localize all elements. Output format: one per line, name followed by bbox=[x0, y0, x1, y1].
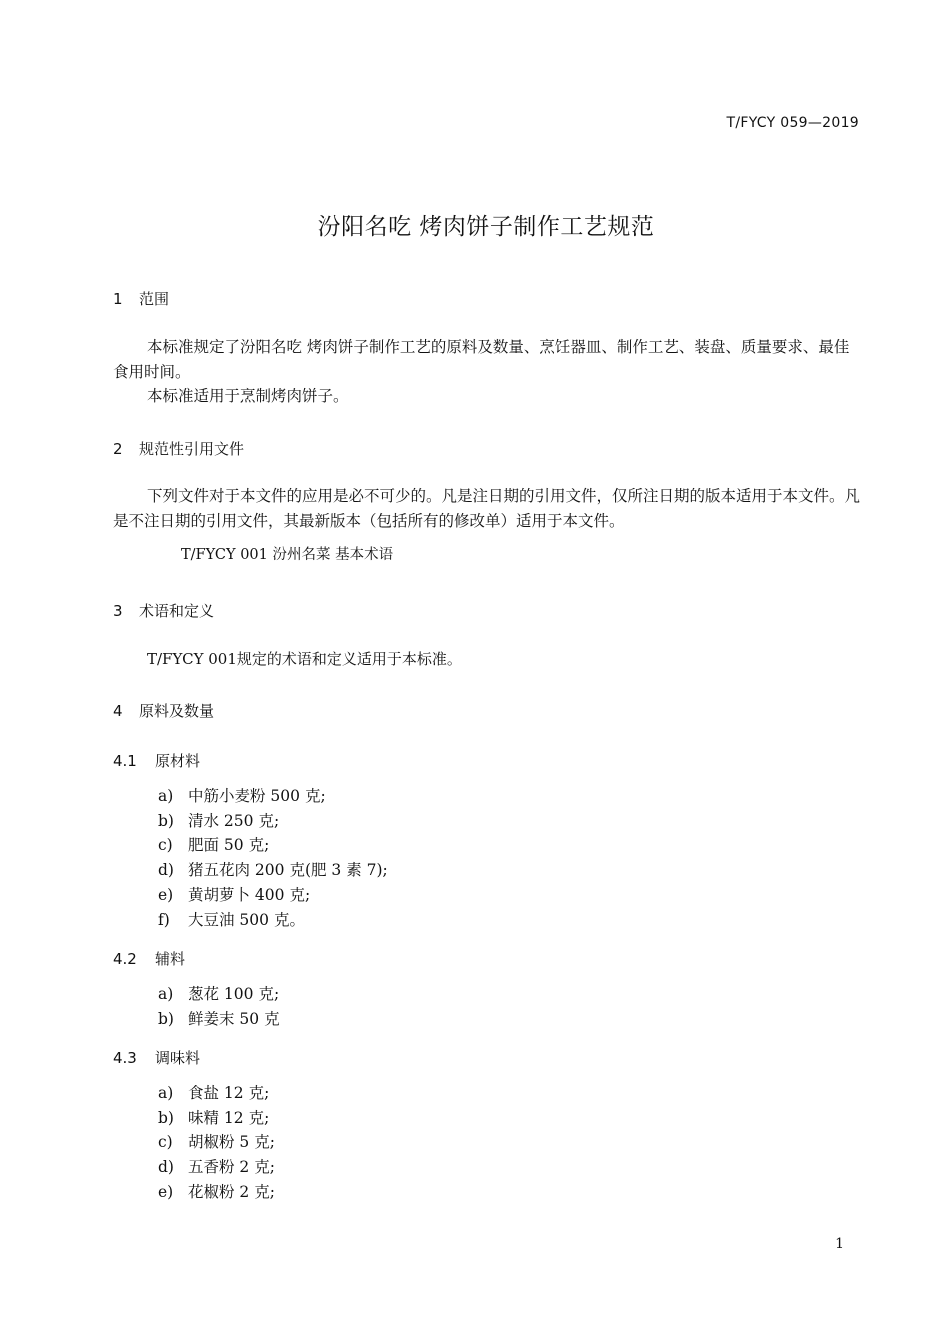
section-heading-terms bbox=[113, 600, 214, 621]
list-item bbox=[158, 982, 280, 1007]
list-item-text: 味精 12 克; bbox=[188, 1108, 270, 1127]
list-item-marker: d) bbox=[158, 861, 174, 880]
list-item bbox=[158, 784, 388, 809]
section-heading-scope bbox=[113, 288, 169, 309]
section-heading-normative bbox=[113, 438, 244, 459]
list-item bbox=[158, 1130, 275, 1155]
list-item bbox=[158, 908, 388, 933]
list-item-marker: b) bbox=[158, 811, 174, 830]
scope-paragraph: 本标准规定了汾阳名吃 烤肉饼子制作工艺的原料及数量、烹饪器皿、制作工艺、装盘、质量要求、最佳食用时间。 bbox=[113, 338, 850, 381]
section-number: 4 bbox=[113, 702, 123, 720]
section-title: 规范性引用文件 bbox=[139, 440, 245, 458]
list-item-marker: c) bbox=[158, 836, 173, 855]
list-item-text: 清水 250 克; bbox=[188, 811, 280, 830]
section-number: 1 bbox=[113, 290, 123, 308]
subsection-title: 辅料 bbox=[155, 950, 186, 968]
subsection-heading-auxiliary bbox=[113, 948, 185, 969]
list-item bbox=[158, 858, 388, 883]
list-item bbox=[158, 833, 388, 858]
list-item-text: 鲜姜末 50 克 bbox=[188, 1009, 280, 1028]
list-item-marker: c) bbox=[158, 1133, 173, 1152]
list-item-text: 猪五花肉 200 克(肥 3 素 7); bbox=[188, 861, 388, 880]
list-item-text: 葱花 100 克; bbox=[188, 985, 280, 1003]
subsection-heading-main-materials bbox=[113, 750, 200, 771]
section-title: 范围 bbox=[139, 290, 170, 308]
list-item bbox=[158, 1106, 275, 1131]
list-item-marker: a) bbox=[158, 1084, 174, 1102]
section-title: 原料及数量 bbox=[139, 702, 215, 720]
list-item bbox=[158, 883, 388, 908]
list-item-text: 胡椒粉 5 克; bbox=[188, 1133, 275, 1152]
section-number: 2 bbox=[113, 440, 123, 458]
terms-paragraph: T/FYCY 001规定的术语和定义适用于本标准。 bbox=[147, 650, 462, 668]
list-item-text: 大豆油 500 克。 bbox=[188, 910, 305, 929]
seasoning-list bbox=[158, 1081, 275, 1205]
list-item-text: 食盐 12 克; bbox=[188, 1084, 270, 1102]
list-item-marker: b) bbox=[158, 1009, 174, 1028]
list-item bbox=[158, 809, 388, 834]
section-heading-materials bbox=[113, 700, 214, 721]
scope-applicability: 本标准适用于烹制烤肉饼子。 bbox=[147, 387, 349, 405]
subsection-title: 原材料 bbox=[155, 752, 201, 770]
section-title: 术语和定义 bbox=[139, 602, 215, 620]
list-item-text: 黄胡萝卜 400 克; bbox=[188, 885, 311, 904]
subsection-heading-seasoning bbox=[113, 1047, 200, 1068]
list-item bbox=[158, 1180, 275, 1205]
normative-paragraph: 下列文件对于本文件的应用是必不可少的。凡是注日期的引用文件，仅所注日期的版本适用于本文件。凡是不注日期的引用文件，其最新版本（包括所有的修改单）适用于本文件。 bbox=[113, 487, 861, 530]
list-item-marker: e) bbox=[158, 1182, 174, 1201]
list-item-marker: a) bbox=[158, 985, 174, 1003]
auxiliary-list bbox=[158, 982, 280, 1031]
list-item-text: 中筋小麦粉 500 克; bbox=[188, 787, 326, 805]
list-item-marker: f) bbox=[158, 910, 170, 929]
list-item-marker: d) bbox=[158, 1158, 174, 1177]
subsection-title: 调味料 bbox=[155, 1049, 201, 1067]
list-item-text: 五香粉 2 克; bbox=[188, 1158, 275, 1177]
page-number: 1 bbox=[835, 1236, 844, 1252]
document-title: 汾阳名吃 烤肉饼子制作工艺规范 bbox=[317, 214, 655, 240]
list-item-marker: b) bbox=[158, 1108, 174, 1127]
list-item bbox=[158, 1007, 280, 1032]
subsection-number: 4.3 bbox=[113, 1049, 137, 1067]
list-item bbox=[158, 1155, 275, 1180]
list-item-text: 肥面 50 克; bbox=[188, 836, 270, 855]
main-materials-list bbox=[158, 784, 388, 932]
list-item-marker: e) bbox=[158, 885, 174, 904]
standard-code: T/FYCY 059—2019 bbox=[726, 115, 859, 131]
list-item bbox=[158, 1081, 275, 1106]
list-item-text: 花椒粉 2 克; bbox=[188, 1182, 275, 1201]
subsection-number: 4.1 bbox=[113, 752, 137, 770]
subsection-number: 4.2 bbox=[113, 950, 137, 968]
list-item-marker: a) bbox=[158, 787, 174, 805]
section-number: 3 bbox=[113, 602, 123, 620]
normative-reference: T/FYCY 001 汾州名菜 基本术语 bbox=[181, 547, 394, 563]
